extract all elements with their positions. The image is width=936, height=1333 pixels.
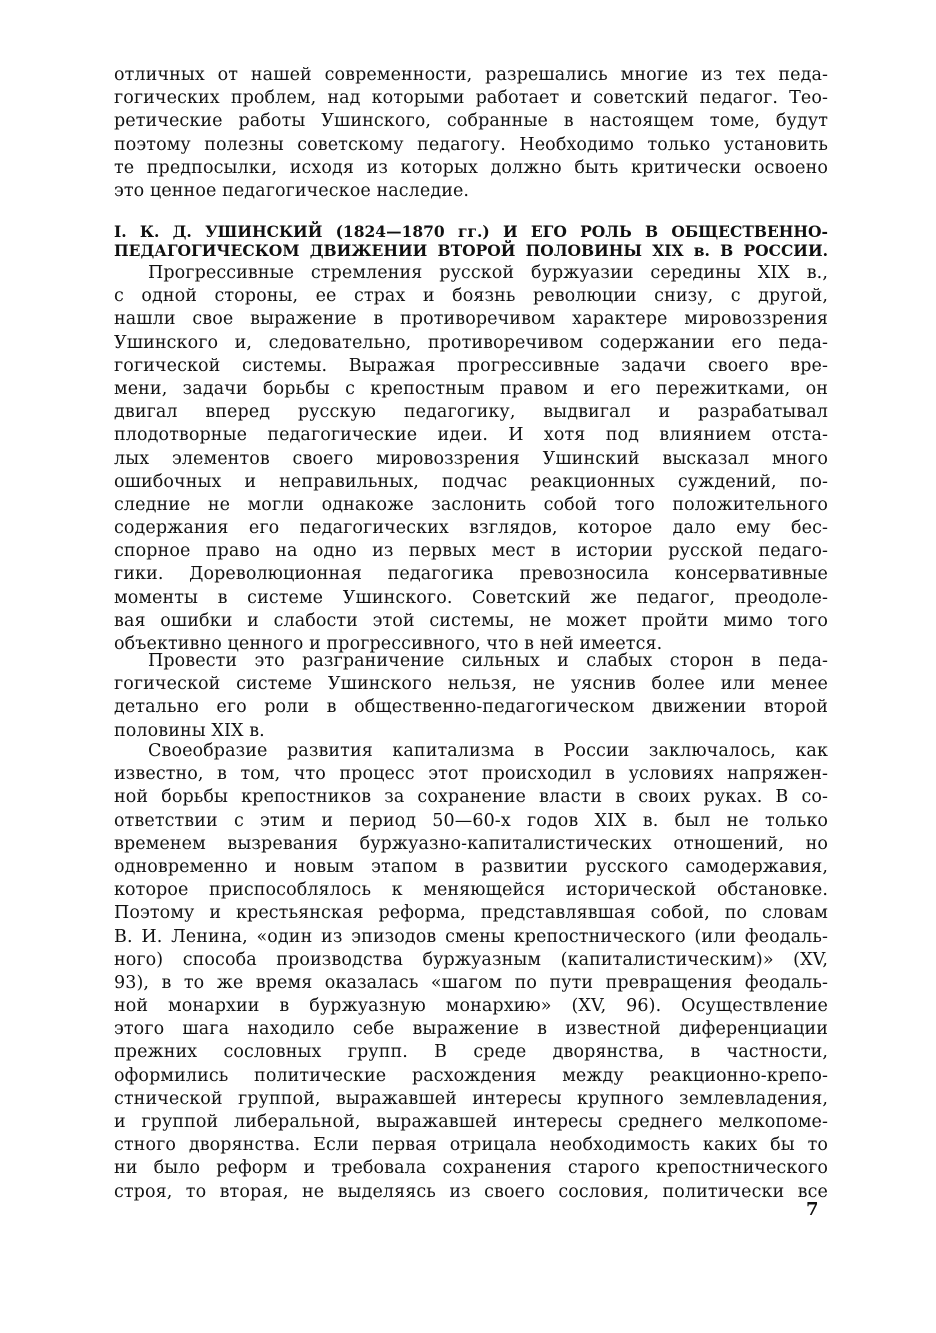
text-line: Прогрессивные стремления русской буржуазии середины XIX в., xyxy=(148,263,828,283)
text-line: лых элементов своего мировоззрения Ушинский высказал много xyxy=(114,448,828,469)
text-line: стнической группой, выражавшей интересы крупного землевладения, xyxy=(114,1088,828,1109)
text-line: ни было реформ и требовала сохранения старого крепостнического xyxy=(114,1158,828,1179)
paragraph-3 xyxy=(114,740,828,1204)
text-line: которое приспособлялось к меняющейся исторической обстановке. xyxy=(114,880,828,901)
text-line: вая ошибки и слабости этой системы, не может пройти мимо того xyxy=(114,610,828,631)
text-line: те предпосылки, исходя из которых должно быть критически освоено xyxy=(114,157,828,178)
intro-paragraph xyxy=(114,64,828,203)
text-line: прежних сословных групп. В среде дворянства, в частности, xyxy=(114,1042,828,1063)
text-line: мени, задачи борьбы с крепостным правом и его пережитками, он xyxy=(114,378,828,399)
text-line: ответствии с этим и период 50—60-х годов XIX в. был не только xyxy=(114,810,828,831)
text-line: спорное право на одно из первых мест в истории русской педаго- xyxy=(114,541,828,562)
heading-line: ПЕДАГОГИЧЕСКОМ ДВИЖЕНИИ ВТОРОЙ ПОЛОВИНЫ XIX в. В РОССИИ. xyxy=(114,241,828,260)
text-line: Провести это разграничение сильных и слабых сторон в педа- xyxy=(148,651,828,671)
text-line: поэтому полезны советскому педагогу. Необходимо только установить xyxy=(114,134,828,155)
text-line: одновременно и новым этапом в развитии русского самодержавия, xyxy=(114,856,828,877)
text-line: этого шага находило себе выражение в известной диференциации xyxy=(114,1019,828,1040)
text-line: детально его роли в общественно-педагогическом движении второй xyxy=(114,697,828,718)
text-line: отличных от нашей современности, разрешались многие из тех педа- xyxy=(114,65,828,85)
section-heading xyxy=(114,222,828,260)
text-line: Поэтому и крестьянская реформа, представлявшая собой, по словам xyxy=(114,903,828,924)
text-line: гогической системы. Выражая прогрессивные задачи своего вре- xyxy=(114,355,828,376)
paragraph-1 xyxy=(114,262,828,656)
text-line: Ушинского и, следовательно, противоречивом содержании его педа- xyxy=(114,332,828,353)
text-line: половины XIX в. xyxy=(114,720,265,741)
text-line: и группой либеральной, выражавшей интересы среднего мелкопоме- xyxy=(114,1112,828,1132)
text-line: известно, в том, что процесс этот происходил в условиях напряжен- xyxy=(114,764,828,785)
text-line: плодотворные педагогические идеи. И хотя под влиянием отста- xyxy=(114,425,828,446)
text-line: объективно ценного и прогрессивного, что в ней имеется. xyxy=(114,634,663,654)
text-line: ошибочных и неправильных, подчас реакционных суждений, по- xyxy=(114,471,828,492)
text-line: двигал вперед русскую педагогику, выдвигал и разрабатывал xyxy=(114,402,828,423)
text-line: гики. Дореволюционная педагогика превозносила консервативные xyxy=(114,564,828,585)
text-line: ного) способа производства буржуазным (капиталистическим)» (XV, xyxy=(114,949,828,970)
heading-line: I. К. Д. УШИНСКИЙ (1824—1870 гг.) И ЕГО РОЛЬ В ОБЩЕСТВЕННО- xyxy=(114,222,828,241)
text-line: ной монархии в буржуазную монархию» (XV, 96). Осуществление xyxy=(114,996,828,1017)
text-line: оформились политические расхождения между реакционно-крепо- xyxy=(114,1065,828,1086)
text-line: Своеобразие развития капитализма в России заключалось, как xyxy=(148,741,828,761)
text-line: 93), в то же время оказалась «шагом по пути превращения феодаль- xyxy=(114,972,828,993)
text-line: гогической системе Ушинского нельзя, не уяснив более или менее xyxy=(114,674,828,695)
text-line: это ценное педагогическое наследие. xyxy=(114,180,470,201)
text-line: временем вызревания буржуазно-капиталистических отношений, но xyxy=(114,833,828,854)
text-line: содержания его педагогических взглядов, которое дало ему бес- xyxy=(114,518,828,539)
page-number: 7 xyxy=(806,1199,819,1220)
text-line: В. И. Ленина, «один из эпизодов смены крепостнического (или феодаль- xyxy=(114,926,828,947)
text-line: ретические работы Ушинского, собранные в настоящем томе, будут xyxy=(114,111,828,132)
text-line: следние не могли однакоже заслонить собой того положительного xyxy=(114,494,828,515)
text-line: нашли свое выражение в противоречивом характере мировоззрения xyxy=(114,309,828,330)
text-line: моменты в системе Ушинского. Советский же педагог, преодоле- xyxy=(114,587,828,608)
text-line: с одной стороны, ее страх и боязнь революции снизу, с другой, xyxy=(114,286,828,307)
text-line: строя, то вторая, не выделяясь из своего сословия, политически все xyxy=(114,1181,828,1202)
text-line: ной борьбы крепостников за сохранение власти в своих руках. В со- xyxy=(114,787,828,808)
text-line: стного дворянства. Если первая отрицала необходимость каких бы то xyxy=(114,1135,828,1156)
text-line: гогических проблем, над которыми работает и советский педагог. Тео- xyxy=(114,88,828,109)
paragraph-2 xyxy=(114,650,828,743)
